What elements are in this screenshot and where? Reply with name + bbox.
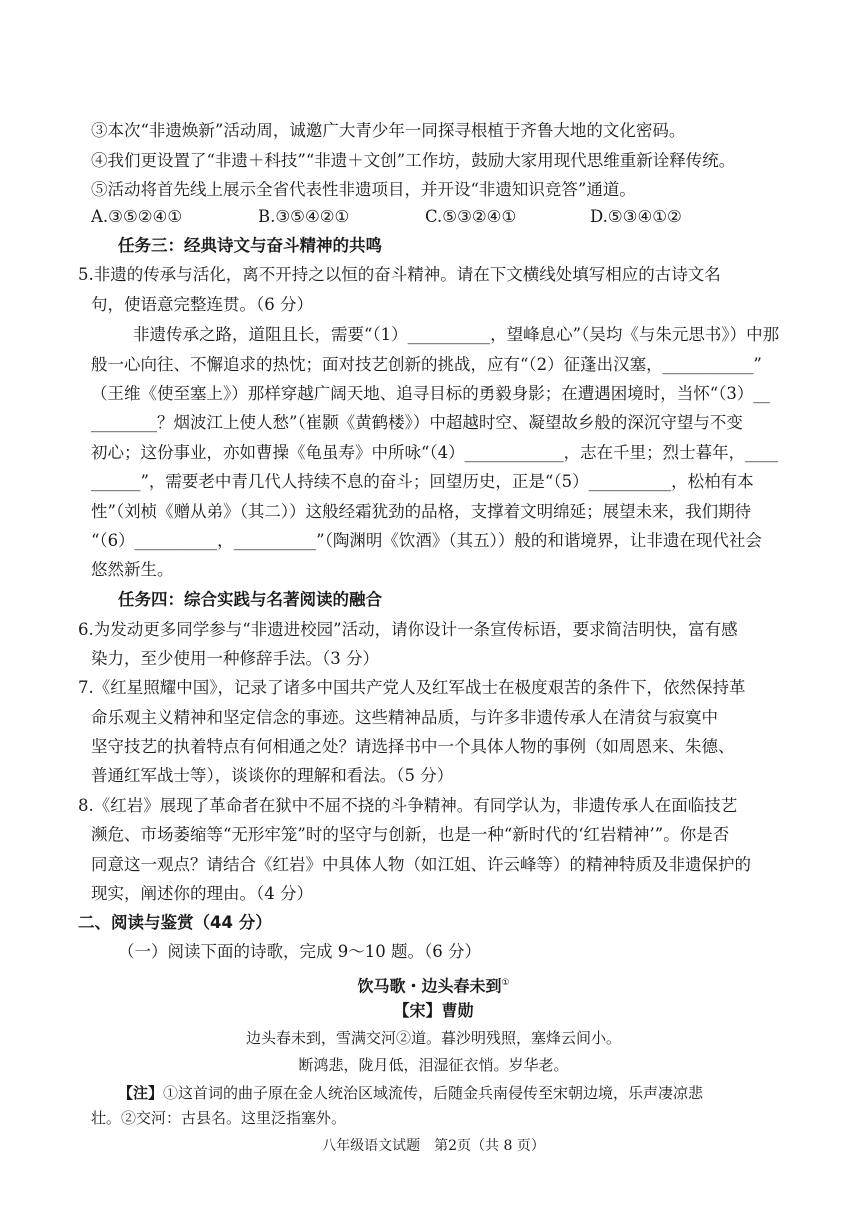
note-line: 壮。②交河：古县名。这里泛指塞外。: [91, 1109, 347, 1127]
note-label: 【注】: [118, 1084, 164, 1102]
poem-line: 边头春未到，雪满交河②道。暮沙明残照，塞烽云间小。: [245, 1029, 621, 1047]
note-line: 【注】①这首词的曲子原在金人统治区域流传，后随金兵南侵传至宋朝边境，乐声凄凉悲: [118, 1084, 704, 1102]
task3-heading: 任务三：经典诗文与奋斗精神的共鸣: [118, 236, 382, 255]
option-c: C.⑤③②④①: [425, 207, 517, 226]
q5-line: ______”，需要老中青几代人持续不息的奋斗；回望历史，正是“（5）__________，松柏有本: [91, 472, 754, 491]
q5-line: “（6）__________，__________”（陶渊明《饮酒》（其五））般的和谐境界，让非遗在现代社会: [91, 531, 762, 550]
section-2-heading: 二、阅读与鉴赏（44 分）: [78, 913, 272, 932]
q5-line: （王维《使至塞上》）那样穿越广阔天地、追寻目标的勇毅身影；在遭遇困境时，当怀“（3）__: [91, 384, 770, 403]
q5-line: 悠然新生。: [91, 560, 174, 579]
option-d: D.⑤③④①②: [590, 207, 682, 226]
q5-line: 5.非遗的传承与活化，离不开持之以恒的奋斗精神。请在下文横线处填写相应的古诗文名: [78, 265, 721, 284]
q5-line: 性”（刘桢《赠从弟》（其二））这般经霜犹劲的品格，支撑着文明绵延；展望未来，我们期待: [91, 502, 752, 521]
poem-title: 饮马歌・边头春未到①: [357, 976, 510, 996]
q5-line: 初心；这份事业，亦如曹操《龟虽寿》中所咏“（4）____________，志在千里；烈士暮年，____: [91, 443, 779, 462]
q6-line: 染力，至少使用一种修辞手法。（3 分）: [91, 649, 379, 668]
poem-title-note-marker: ①: [501, 978, 510, 988]
order-item-5: ⑤活动将首先线上展示全省代表性非遗项目，并开设“非遗知识竞答”通道。: [91, 180, 636, 199]
q7-line: 命乐观主义精神和坚定信念的事迹。这些精神品质，与许多非遗传承人在清贫与寂寞中: [91, 708, 718, 727]
q5-line: 般一心向往、不懈追求的热忱；面对技艺创新的挑战，应有“（2）征蓬出汉塞，___________”: [91, 355, 762, 374]
option-a: A.③⑤②④①: [91, 207, 183, 226]
q8-line: 现实，阐述你的理由。（4 分）: [91, 884, 313, 903]
q6-line: 6.为发动更多同学参与“非遗进校园”活动，请你设计一条宣传标语，要求简洁明快，富有感: [78, 620, 738, 639]
poem-line: 断鸿悲，陇月低，泪湿征衣悄。岁华老。: [298, 1056, 569, 1074]
q5-line: 非遗传承之路，道阻且长，需要“（1）__________，望峰息心”（吴均《与朱元思书》）中那: [133, 325, 780, 344]
option-b: B.③⑤④②①: [258, 207, 350, 226]
order-item-4: ④我们更设置了“非遗＋科技”“非遗＋文创”工作坊，鼓励大家用现代思维重新诠释传统。: [91, 151, 736, 170]
task4-heading: 任务四：综合实践与名著阅读的融合: [118, 590, 382, 609]
q5-line: ________？烟波江上使人愁”（崔颢《黄鹤楼》）中超越时空、凝望故乡般的深沉守望与不变: [91, 413, 743, 432]
q7-line: 坚守技艺的执着特点有何相通之处？请选择书中一个具体人物的事例（如周恩来、朱德、: [91, 737, 735, 756]
q7-line: 7.《红星照耀中国》，记录了诸多中国共产党人及红军战士在极度艰苦的条件下，依然保持革: [78, 678, 746, 697]
order-item-3: ③本次“非遗焕新”活动周，诚邀广大青少年一同探寻根植于齐鲁大地的文化密码。: [91, 121, 686, 140]
q8-line: 濒危、市场萎缩等“无形牢笼”时的坚守与创新，也是一种“新时代的‘红岩精神’”。你是否: [91, 825, 730, 844]
q8-line: 8.《红岩》展现了革命者在狱中不屈不挠的斗争精神。有同学认为，非遗传承人在面临技艺: [78, 796, 738, 815]
q5-line: 句，使语意完整连贯。（6 分）: [91, 295, 313, 314]
q7-line: 普通红军战士等），谈谈你的理解和看法。（5 分）: [91, 766, 454, 785]
subsection-1-heading: （一）阅读下面的诗歌，完成 9～10 题。（6 分）: [118, 942, 481, 961]
page-footer: 八年级语文试题 第2页（共 8 页）: [322, 1138, 545, 1154]
poem-author: 【宋】曹勋: [393, 1001, 474, 1020]
q8-line: 同意这一观点？请结合《红岩》中具体人物（如江姐、许云峰等）的精神特质及非遗保护的: [91, 855, 751, 874]
